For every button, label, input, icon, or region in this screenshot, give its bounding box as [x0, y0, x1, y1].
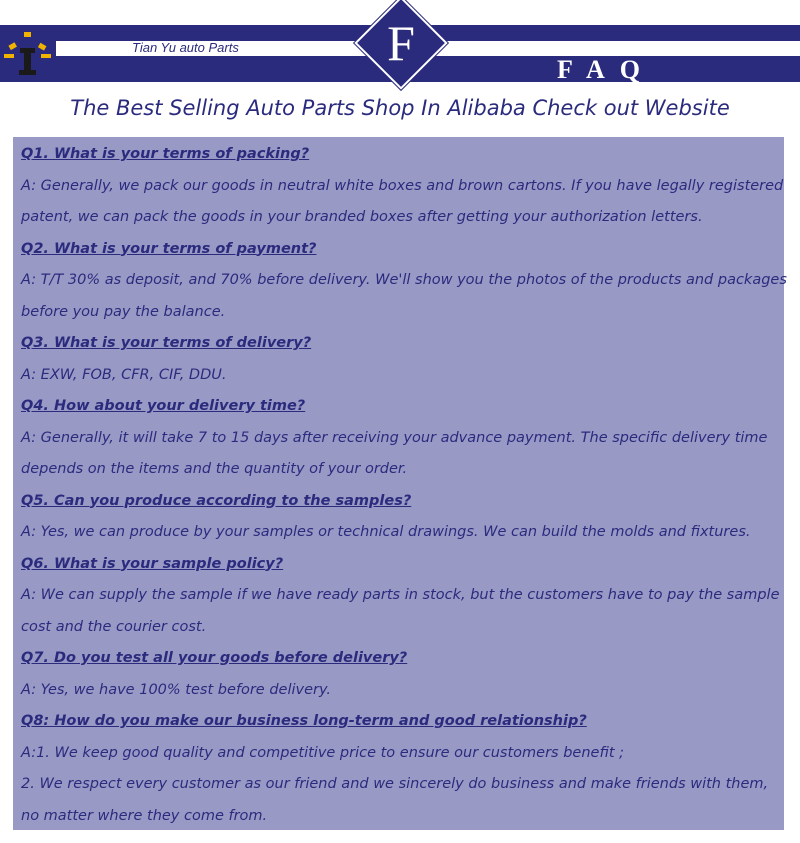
faq-answer-line: A: T/T 30% as deposit, and 70% before delivery. We'll show you the photos of the products and packages	[21, 272, 787, 288]
faq-section-label: FAQ	[557, 55, 655, 84]
faq-answer-line: A: Yes, we can produce by your samples or technical drawings. We can build the molds and fixtures.	[21, 524, 751, 540]
faq-answer-line: A:1. We keep good quality and competitive price to ensure our customers benefit ;	[21, 744, 624, 761]
auto-parts-logo-icon	[4, 32, 52, 76]
faq-answer-line: A: Generally, we pack our goods in neutral white boxes and brown cartons. If you have legally registered	[21, 177, 784, 194]
faq-answer-line: cost and the courier cost.	[21, 618, 207, 635]
faq-answer-line: before you pay the balance.	[21, 303, 226, 320]
faq-answer-line: A: EXW, FOB, CFR, CIF, DDU.	[21, 366, 227, 383]
faq-answer-line: A: Generally, it will take 7 to 15 days after receiving your advance payment. The specific delivery time	[21, 429, 768, 446]
faq-question: Q1. What is your terms of packing?	[21, 146, 310, 162]
shop-name: Tian Yu auto Parts	[132, 40, 239, 55]
faq-answer-line: A: Yes, we have 100% test before delivery.	[21, 681, 332, 698]
faq-question: Q8: How do you make our business long-term and good relationship?	[21, 713, 587, 729]
faq-answer-line: 2. We respect every customer as our friend and we sincerely do business and make friends with them,	[21, 776, 769, 792]
faq-list	[21, 139, 787, 832]
faq-answer-line: A: We can supply the sample if we have ready parts in stock, but the customers have to pay the sample	[21, 587, 780, 603]
page-title: The Best Selling Auto Parts Shop In Alibaba Check out Website	[70, 96, 730, 120]
faq-question: Q7. Do you test all your goods before delivery?	[21, 650, 408, 666]
faq-question: Q6. What is your sample policy?	[21, 555, 284, 572]
faq-question: Q3. What is your terms of delivery?	[21, 335, 312, 351]
faq-answer-line: no matter where they come from.	[21, 807, 268, 824]
faq-question: Q2. What is your terms of payment?	[21, 240, 317, 257]
faq-badge-letter: F	[387, 15, 415, 71]
faq-answer-line: patent, we can pack the goods in your branded boxes after getting your authorization letters.	[21, 209, 703, 225]
faq-question: Q5. Can you produce according to the samples?	[21, 492, 412, 509]
faq-answer-line: depends on the items and the quantity of your order.	[21, 461, 408, 477]
faq-question: Q4. How about your delivery time?	[21, 398, 306, 414]
